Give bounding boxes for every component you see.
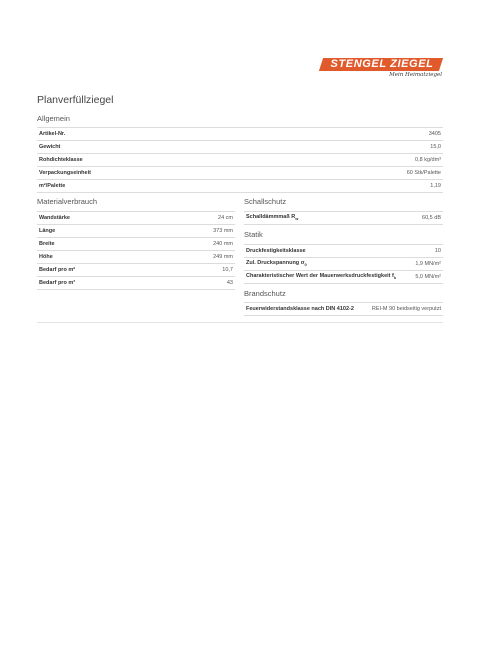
table-row	[37, 128, 443, 141]
table-row	[37, 154, 443, 167]
row-value: 240 mm	[161, 238, 235, 251]
table-schallschutz	[244, 211, 443, 225]
row-label	[244, 258, 411, 271]
row-label	[37, 251, 161, 264]
table-materialverbrauch	[37, 211, 235, 290]
row-value: 24 cm	[161, 212, 235, 225]
row-label	[244, 303, 364, 316]
logo-brand-text: STENGEL ZIEGEL	[330, 58, 434, 70]
row-value: 60,5 dB	[385, 212, 443, 225]
row-label	[37, 180, 278, 193]
row-label-text: Feuerwiderstandsklasse nach DIN 4102-2	[246, 306, 354, 312]
row-label-text: Verpackungseinheit	[39, 170, 91, 176]
row-label-subscript: 0	[304, 262, 307, 268]
section-title-materialverbrauch: Materialverbrauch	[37, 197, 98, 206]
row-label-text: Breite	[39, 241, 55, 247]
table-row	[244, 258, 443, 271]
row-label	[37, 167, 278, 180]
row-label-text: Schalldämmmaß R	[246, 214, 296, 221]
row-label	[37, 141, 278, 154]
row-label	[37, 225, 161, 238]
row-label-text: Rohdichteklasse	[39, 157, 83, 163]
row-label	[37, 238, 161, 251]
row-value: 5,0 MN/m²	[411, 271, 443, 284]
table-row	[37, 251, 235, 264]
table-statik	[244, 244, 443, 284]
logo	[317, 56, 444, 84]
row-label-text: Höhe	[39, 254, 53, 260]
row-value: 43	[161, 277, 235, 290]
row-label-text: Artikel-Nr.	[39, 131, 66, 137]
row-label-text: Wandstärke	[39, 215, 70, 221]
table-row	[37, 180, 443, 193]
row-value: 3405	[278, 128, 443, 141]
row-label	[37, 128, 278, 141]
row-value: 15,0	[278, 141, 443, 154]
table-allgemein	[37, 127, 443, 193]
row-value: 1,9 MN/m²	[411, 258, 443, 271]
table-row	[37, 225, 235, 238]
row-label	[37, 264, 161, 277]
row-label-text: Länge	[39, 228, 56, 234]
section-title-statik: Statik	[244, 230, 263, 239]
row-label-text: Bedarf pro m²	[39, 267, 76, 273]
row-label	[37, 277, 161, 290]
table-row	[244, 271, 443, 284]
row-value: REI-M 90 beidseitig verputzt	[364, 303, 443, 316]
table-row	[37, 238, 235, 251]
table-row	[37, 141, 443, 154]
section-title-brandschutz: Brandschutz	[244, 289, 286, 298]
table-row	[244, 303, 443, 316]
table-row	[37, 167, 443, 180]
row-value: 249 mm	[161, 251, 235, 264]
row-label-text: Zul. Druckspannung σ	[246, 260, 305, 267]
row-label-text: Druckfestigkeitsklasse	[246, 248, 306, 254]
row-label-text: m²/Palette	[39, 183, 66, 189]
row-label	[37, 212, 161, 225]
table-row	[244, 245, 443, 258]
table-row	[244, 212, 443, 225]
page-title: Planverfüllziegel	[37, 94, 114, 106]
row-label	[244, 212, 385, 225]
row-value: 373 mm	[161, 225, 235, 238]
row-label	[244, 271, 411, 284]
table-brandschutz	[244, 302, 443, 316]
row-label-text: Gewicht	[39, 144, 61, 150]
section-title-schallschutz: Schallschutz	[244, 197, 287, 206]
row-value: 10,7	[161, 264, 235, 277]
row-label-text: Charakteristischer Wert der Mauerwerksdruckfestigkeit f	[246, 273, 394, 280]
row-value: 0,8 kg/dm³	[278, 154, 443, 167]
bottom-divider	[37, 322, 443, 323]
row-value: 60 Stk/Palette	[278, 167, 443, 180]
logo-tagline: Mein Heimatziegel	[389, 72, 442, 78]
row-label-subscript: w	[295, 216, 299, 222]
row-value: 1,19	[278, 180, 443, 193]
table-row	[37, 212, 235, 225]
row-value: 10	[411, 245, 443, 258]
table-row	[37, 264, 235, 277]
row-label	[37, 154, 278, 167]
row-label-subscript: k	[393, 275, 397, 281]
table-row	[37, 277, 235, 290]
section-title-allgemein: Allgemein	[37, 114, 70, 123]
row-label	[244, 245, 411, 258]
row-label-text: Bedarf pro m³	[39, 280, 76, 286]
